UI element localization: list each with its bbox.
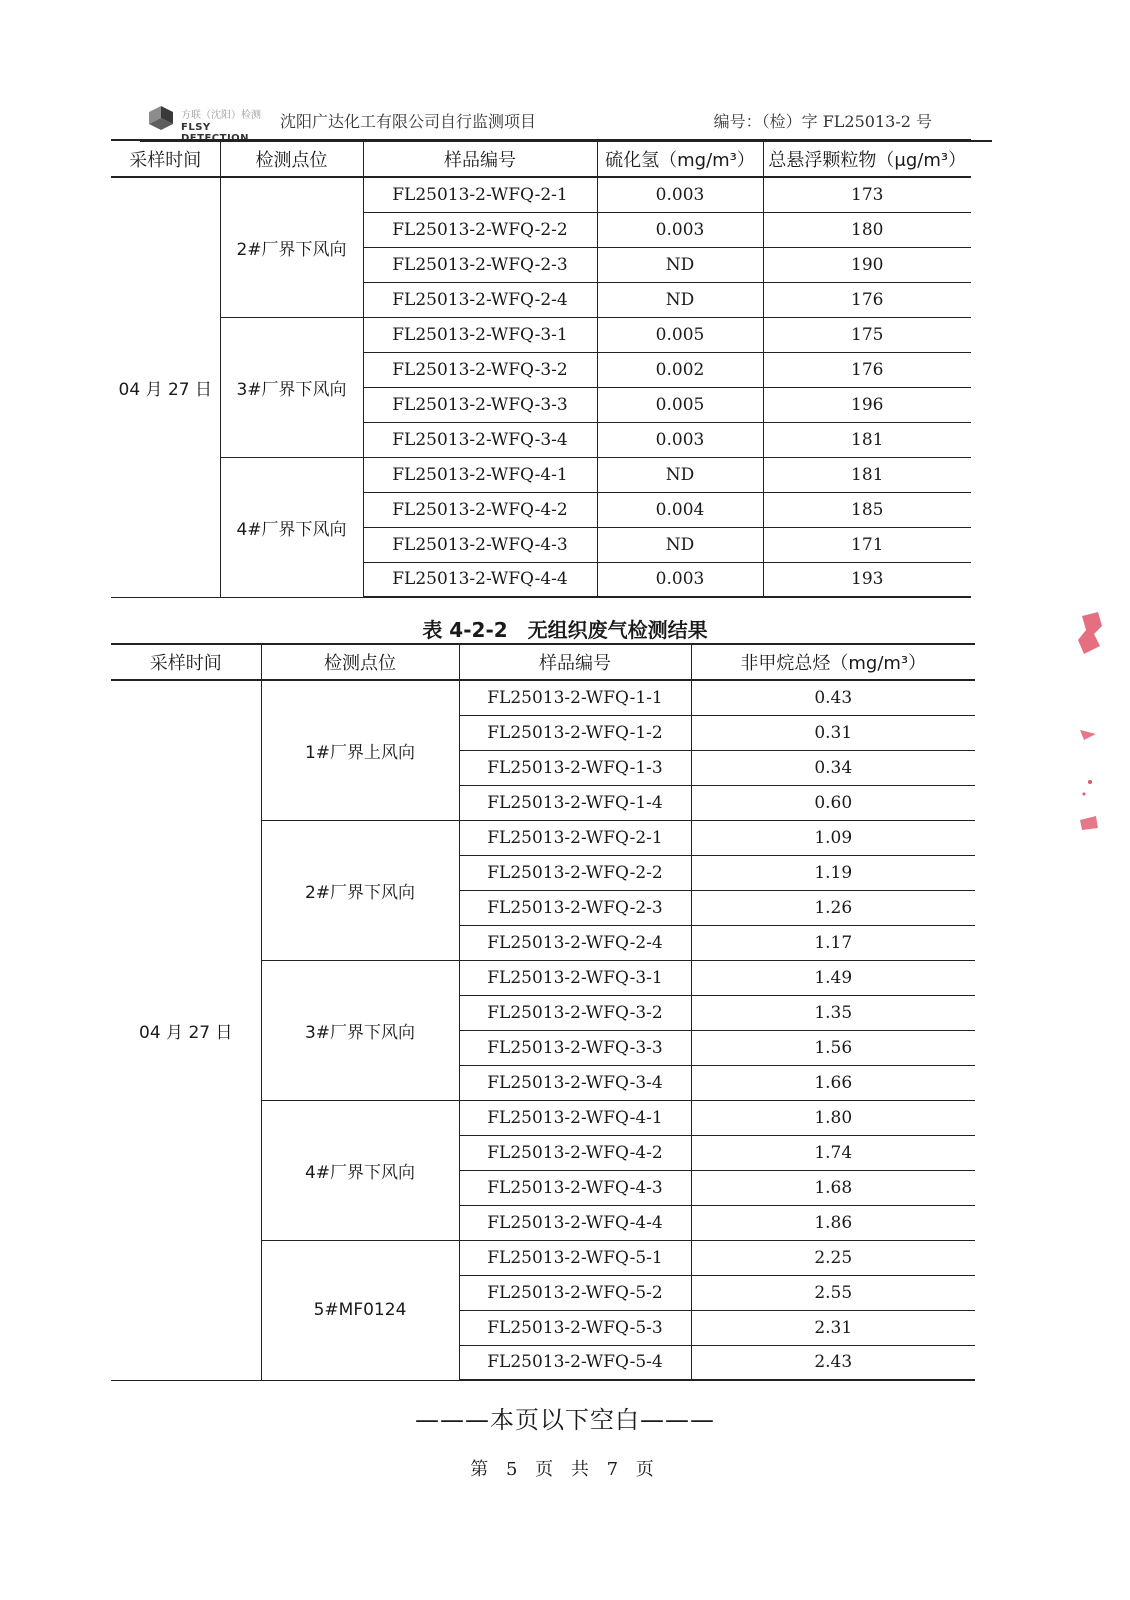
h2s-value: 0.005 <box>597 387 763 422</box>
nmhc-value: 1.86 <box>691 1205 975 1240</box>
column-header-location: 检测点位 <box>220 140 363 177</box>
sample-id: FL25013-2-WFQ-2-1 <box>459 820 691 855</box>
h2s-value: 0.002 <box>597 352 763 387</box>
monitoring-location: 2#厂界下风向 <box>220 177 363 317</box>
nmhc-value: 0.43 <box>691 680 975 715</box>
table-row <box>111 317 971 352</box>
column-header-tsp: 总悬浮颗粒物（μg/m³） <box>763 140 971 177</box>
sample-id: FL25013-2-WFQ-2-4 <box>459 925 691 960</box>
nmhc-value: 1.26 <box>691 890 975 925</box>
nmhc-value: 1.68 <box>691 1170 975 1205</box>
nmhc-value: 1.74 <box>691 1135 975 1170</box>
tsp-value: 173 <box>763 177 971 212</box>
column-header-h2s: 硫化氢（mg/m³） <box>597 140 763 177</box>
nmhc-value: 2.31 <box>691 1310 975 1345</box>
logo-text-en: FLSY DETECTION <box>181 122 250 144</box>
blank-below-note: ———本页以下空白——— <box>415 1406 715 1434</box>
tsp-value: 176 <box>763 282 971 317</box>
column-header-sampling-time: 采样时间 <box>111 644 261 680</box>
nmhc-value: 1.56 <box>691 1030 975 1065</box>
tsp-value: 190 <box>763 247 971 282</box>
column-header-location: 检测点位 <box>261 644 459 680</box>
sample-id: FL25013-2-WFQ-2-3 <box>459 890 691 925</box>
logo-icon <box>145 102 177 134</box>
sampling-date: 04 月 27 日 <box>111 680 261 1380</box>
sample-id: FL25013-2-WFQ-4-2 <box>363 492 597 527</box>
monitoring-location: 4#厂界下风向 <box>220 457 363 597</box>
sample-id: FL25013-2-WFQ-4-1 <box>363 457 597 492</box>
nmhc-value: 1.80 <box>691 1100 975 1135</box>
tsp-value: 180 <box>763 212 971 247</box>
sample-id: FL25013-2-WFQ-3-3 <box>363 387 597 422</box>
h2s-value: ND <box>597 527 763 562</box>
sample-id: FL25013-2-WFQ-3-3 <box>459 1030 691 1065</box>
tsp-value: 185 <box>763 492 971 527</box>
h2s-value: 0.003 <box>597 212 763 247</box>
sample-id: FL25013-2-WFQ-5-4 <box>459 1345 691 1380</box>
sample-id: FL25013-2-WFQ-3-1 <box>363 317 597 352</box>
h2s-value: ND <box>597 457 763 492</box>
sample-id: FL25013-2-WFQ-1-1 <box>459 680 691 715</box>
tsp-value: 181 <box>763 457 971 492</box>
nmhc-value: 1.35 <box>691 995 975 1030</box>
sample-id: FL25013-2-WFQ-3-4 <box>459 1065 691 1100</box>
sample-id: FL25013-2-WFQ-2-3 <box>363 247 597 282</box>
column-header-nmhc: 非甲烷总烃（mg/m³） <box>691 644 975 680</box>
sample-id: FL25013-2-WFQ-3-1 <box>459 960 691 995</box>
nmhc-value: 0.34 <box>691 750 975 785</box>
sample-id: FL25013-2-WFQ-2-1 <box>363 177 597 212</box>
nmhc-value: 1.66 <box>691 1065 975 1100</box>
sample-id: FL25013-2-WFQ-3-2 <box>459 995 691 1030</box>
table-caption: 表 4-2-2 无组织废气检测结果 <box>422 618 708 642</box>
nmhc-table <box>111 643 975 1381</box>
sample-id: FL25013-2-WFQ-5-2 <box>459 1275 691 1310</box>
sample-id: FL25013-2-WFQ-5-3 <box>459 1310 691 1345</box>
nmhc-value: 2.43 <box>691 1345 975 1380</box>
nmhc-value: 0.31 <box>691 715 975 750</box>
nmhc-value: 0.60 <box>691 785 975 820</box>
nmhc-value: 1.09 <box>691 820 975 855</box>
logo-text-cn: 方联（沈阳）检测 <box>181 110 261 121</box>
sample-id: FL25013-2-WFQ-4-1 <box>459 1100 691 1135</box>
table-row <box>111 457 971 492</box>
monitoring-location: 4#厂界下风向 <box>261 1100 459 1240</box>
tsp-value: 175 <box>763 317 971 352</box>
tsp-value: 176 <box>763 352 971 387</box>
h2s-value: 0.003 <box>597 422 763 457</box>
h2s-value: 0.003 <box>597 177 763 212</box>
sample-id: FL25013-2-WFQ-5-1 <box>459 1240 691 1275</box>
hydrogen-sulfide-tsp-table <box>111 139 971 598</box>
tsp-value: 171 <box>763 527 971 562</box>
monitoring-location: 2#厂界下风向 <box>261 820 459 960</box>
monitoring-location: 1#厂界上风向 <box>261 680 459 820</box>
column-header-sample-id: 样品编号 <box>459 644 691 680</box>
sample-id: FL25013-2-WFQ-4-4 <box>363 562 597 597</box>
sample-id: FL25013-2-WFQ-1-3 <box>459 750 691 785</box>
sample-id: FL25013-2-WFQ-2-4 <box>363 282 597 317</box>
tsp-value: 193 <box>763 562 971 597</box>
sample-id: FL25013-2-WFQ-4-4 <box>459 1205 691 1240</box>
monitoring-location: 3#厂界下风向 <box>220 317 363 457</box>
sample-id: FL25013-2-WFQ-4-3 <box>363 527 597 562</box>
table-row <box>111 680 975 715</box>
seal-stamp-fragment <box>1076 612 1106 842</box>
column-header-sample-id: 样品编号 <box>363 140 597 177</box>
monitoring-location: 5#MF0124 <box>261 1240 459 1380</box>
report-number: 编号：（检）字 FL25013-2 号 <box>713 112 932 131</box>
h2s-value: ND <box>597 282 763 317</box>
h2s-value: ND <box>597 247 763 282</box>
sample-id: FL25013-2-WFQ-2-2 <box>459 855 691 890</box>
sample-id: FL25013-2-WFQ-3-2 <box>363 352 597 387</box>
monitoring-location: 3#厂界下风向 <box>261 960 459 1100</box>
h2s-value: 0.005 <box>597 317 763 352</box>
h2s-value: 0.003 <box>597 562 763 597</box>
nmhc-value: 1.19 <box>691 855 975 890</box>
sample-id: FL25013-2-WFQ-4-3 <box>459 1170 691 1205</box>
nmhc-value: 1.17 <box>691 925 975 960</box>
project-name: 沈阳广达化工有限公司自行监测项目 <box>280 112 537 131</box>
table-row <box>111 177 971 212</box>
nmhc-value: 2.55 <box>691 1275 975 1310</box>
nmhc-value: 1.49 <box>691 960 975 995</box>
sample-id: FL25013-2-WFQ-3-4 <box>363 422 597 457</box>
tsp-value: 196 <box>763 387 971 422</box>
tsp-value: 181 <box>763 422 971 457</box>
sample-id: FL25013-2-WFQ-1-2 <box>459 715 691 750</box>
sample-id: FL25013-2-WFQ-2-2 <box>363 212 597 247</box>
page-header <box>140 100 992 142</box>
sample-id: FL25013-2-WFQ-1-4 <box>459 785 691 820</box>
h2s-value: 0.004 <box>597 492 763 527</box>
sample-id: FL25013-2-WFQ-4-2 <box>459 1135 691 1170</box>
sampling-date: 04 月 27 日 <box>111 177 220 597</box>
nmhc-value: 2.25 <box>691 1240 975 1275</box>
column-header-sampling-time: 采样时间 <box>111 140 220 177</box>
page-number: 第 5 页 共 7 页 <box>470 1459 660 1480</box>
company-logo <box>145 102 270 144</box>
